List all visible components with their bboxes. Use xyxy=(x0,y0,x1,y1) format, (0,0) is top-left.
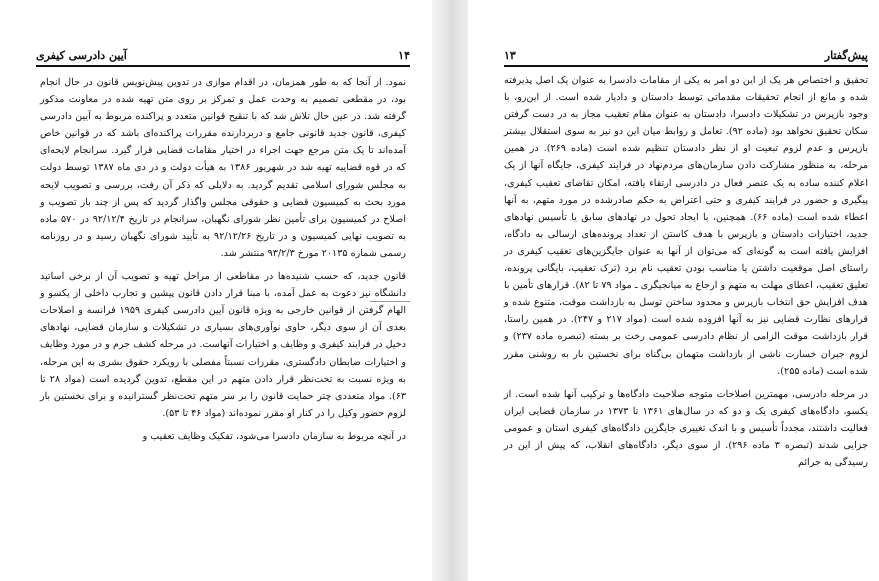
page-number: ۱۴ xyxy=(398,49,410,62)
running-header xyxy=(36,43,410,67)
paragraph: قانون جدید، که حسب شنیده‌ها در مقاطعی از مراحل تهیه و تصویب آن از برخی اساتید دانشگاه نیز دعوت به عمل آمده، با مبنا قرار دادن قانون پیشین و تجارب داخلی از یکسو و الهام گرفتن از قوانین خارجی به ویژه قانون آیین دادرسی کیفری ۱۹۵۹ فرانسه و اصلاحات بعدی آن از سوی دیگر، حاوی نوآوری‌های بسیاری در تشکیلات و سازمان قضایی، نهادهای دخیل در فرایند کیفری و وظایف و اختیارات آنهاست. در مرحله کشف جرم و در مورد وظایف و اختیارات ضابطان دادگستری، مقررات نسبتاً مفصلی با رویکرد حقوق بشری به این مرحله، به ویژه نسبت به تحت‌نظر قرار دادن متهم در این مقطع، تدوین گردیده است (مواد ۲۸ تا ۶۳). مواد متعددی چتر حمایت قانون را بر سر متهم تحت‌نظر گسترانیده و برای نخستین بار لزوم حضور وکیل را در کنار او مقرر نموده‌اند (مواد ۴۶ تا ۵۳). xyxy=(40,271,406,419)
paragraph: نمود. از آنجا که به طور همزمان، در اقدام موازی در تدوین پیش‌نویس قانون در حال انجام بود، در مقطعی تصمیم به وحدت عمل و تمرکز بر روی متن تهیه شده در معاونت مذکور گرفته شد. در عین حال تلاش شد که با تنقیح قوانین متعدد و پراکنده مربوط به آیین دادرسی کیفری، قانون جدید قانونی جامع و دربردارنده مقررات پراکنده‌ای باشد که در قوانین خاص آمده‌اند تا یک متن مرجع جهت اجراء در اختیار مقامات قضایی قرار گیرد. سرانجام لایحه‌ای که در قوه قضاییه تهیه شد در شهریور ۱۳۸۶ به هیأت دولت و در دی ماه ۱۳۸۷ توسط دولت به مجلس شورای اسلامی تقدیم گردید. به دلایلی که ذکر آن رفت، بررسی و تصویب لایحه مورد بحث به کمیسیون قضایی و حقوقی مجلس واگذار گردید که پس از چند بار تصویب و اصلاح در کمیسیون برای تأمین نظر شورای نگهبان، سرانجام در تاریخ ۹۲/۱۲/۴ در ۵۷۰ ماده به تصویب نهایی کمیسیون و در تاریخ ۹۲/۱۲/۲۶ به تأیید شورای نگهبان رسید و در روزنامه رسمی شماره ۲۰۱۳۵ مورخ ۹۳/۲/۳ منتشر شد. xyxy=(40,77,406,259)
page-body xyxy=(40,74,406,445)
running-header xyxy=(504,43,868,67)
paragraph: تحقیق و اختصاص هر یک از این دو امر به یکی از مقامات دادسرا به عنوان یک اصل پذیرفته شده و مانع از انجام تحقیقات مقدماتی توسط دادستان و دادیار شده است. از این‌رو، با وجود بازپرس در تشکیلات دادسرا، دادستان به عنوان مقام تعقیب مجاز به در دست گرفتن سکان تحقیق نخواهد بود (ماده ۹۲). تعامل و روابط میان این دو نیز به سوی استقلال بیشتر بازپرس و عدم لزوم تبعیت او از نظر دادستان تنظیم شده است (ماده ۲۶۹). در همین مرحله، به منظور مشارکت دادن سازمان‌های مردم‌نهاد در فرایند کیفری، جایگاه آنها از یک اعلام کننده ساده به یک عنصر فعال در دادرسی ارتقاء یافته، امکان تقاضای تعقیب کیفری، پیگیری و حضور در فرایند کیفری و حتی اعتراض به حکم صادرشده در مورد متهم، به آنها اعطاء شده است (ماده ۶۶). همچنین، با ایجاد تحول در نهادهای سابق یا تأسیس نهادهای جدید، اختیارات دادستان و بازپرس با هدف کاستن از تعداد پرونده‌های ارسالی به دادگاه، افزایش یافته است به گونه‌ای که می‌توان از آنها به عنوان جایگزین‌های تعقیب کیفری در راستای اصل موقعیت داشتن یا مناسب بودن تعقیب نام برد (ترک تعقیب، بایگانی پرونده، تعلیق تعقیب، اعطای مهلت به متهم و ارجاع به میانجیگری ـ مواد ۷۹ تا ۸۲). قرارهای تأمین با هدف افزایش حق انتخاب بازپرس و محدود ساختن توسل به بازداشت موقت، متنوع شده و قرارهای نظارت قضایی نیز به آنها افزوده شده است (مواد ۲۱۷ و ۲۴۷). در همین راستا، قرار بازداشت موقت الزامی از نظام دادرسی عمومی رخت بر بسته (تبصره ماده ۲۳۷) و لزوم جبران خسارت ناشی از بازداشت متهمان بی‌گناه برای نخستین بار به روشنی مقرر شده است (ماده ۲۵۵). xyxy=(504,75,869,377)
paragraph: در مرحله دادرسی، مهمترین اصلاحات متوجه صلاحیت دادگاه‌ها و ترکیب آنها شده است. از یکسو، دادگاه‌های کیفری یک و دو که در سال‌های ۱۳۶۱ تا ۱۳۷۳ در سازمان قضایی ایران فعالیت داشتند، مجدداً تأسیس و با اندک تغییری جایگزین دادگاه‌های کیفری استان و عمومی جزایی شدند (تبصره ۳ ماده ۲۹۶). از سوی دیگر، دادگاه‌های انقلاب، که پیش از این در رسیدگی به جرائم xyxy=(504,388,868,469)
left-page xyxy=(0,0,432,581)
right-page xyxy=(468,0,879,581)
margin-rule xyxy=(370,301,410,302)
running-title: پیش‌گفتار xyxy=(824,49,868,62)
book-gutter xyxy=(432,0,468,581)
page-number: ۱۳ xyxy=(504,49,516,62)
running-title: آیین دادرسی کیفری xyxy=(36,49,127,62)
page-body xyxy=(504,72,868,471)
paragraph: در آنچه مربوط به سازمان دادسرا می‌شود، تفکیک وظایف تعقیب و xyxy=(142,430,406,442)
